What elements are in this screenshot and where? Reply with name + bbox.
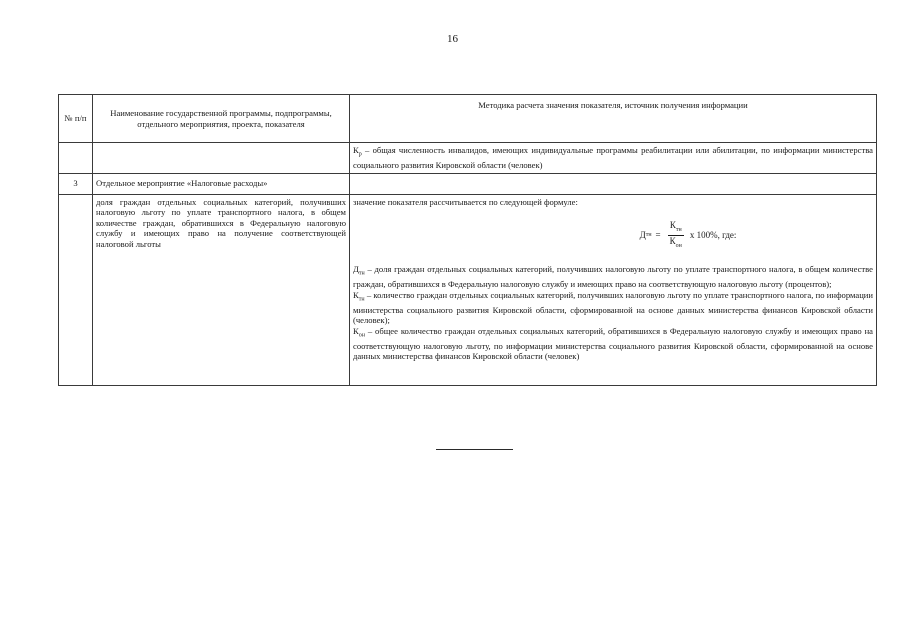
formula-numerator	[668, 220, 684, 236]
row3-method-intro: значение показателя рассчитывается по следующей формуле:	[353, 196, 578, 207]
row1-method-text: – общая численность инвалидов, имеющих индивидуальные программы реабилитации или абилитации, по информации министерства социального развития Кировской области (человек)	[353, 145, 873, 171]
numerator-sub: тн	[675, 227, 682, 234]
row1-method-symbol-sub: р	[358, 151, 362, 158]
formula-lhs-sub: тн	[645, 232, 652, 239]
definition-2	[353, 290, 873, 326]
formula	[503, 220, 873, 251]
row1-number	[59, 143, 93, 174]
denominator-sub: он	[675, 242, 682, 249]
row2-method	[350, 173, 877, 194]
row1-method-symbol: К	[353, 145, 359, 155]
formula-denominator	[668, 236, 684, 251]
row2-number: 3	[59, 173, 93, 194]
definition-sub: тн	[358, 270, 365, 277]
row1-name	[93, 143, 350, 174]
definition-symbol: К	[353, 325, 359, 336]
table-header-row	[59, 95, 877, 143]
definition-text: – количество граждан отдельных социальных категорий, получивших налоговую льготу по уплате транспортного налога, по информации министерства социального развития Кировской области, сформированной на основе данных министерства финансов Кировской области (человек);	[353, 289, 873, 326]
row3-method	[350, 194, 877, 385]
formula-lhs: Д	[639, 230, 646, 241]
definition-sub: тн	[358, 296, 365, 303]
header-program-name: Наименование государственной программы, подпрограммы, отдельного мероприятия, проекта, показателя	[93, 95, 350, 143]
definition-text: – общее количество граждан отдельных социальных категорий, обратившихся в Федеральную налоговую службу и имеющих право на соответствующую налоговую льготу, по информации министерства социального развития Кировской области, сформированной на основе данных министерства финансов Кировской области (человек)	[353, 325, 873, 362]
definition-symbol: Д	[353, 263, 359, 274]
table-row	[59, 194, 877, 385]
definition-symbol: К	[353, 289, 359, 300]
indicator-table	[58, 94, 877, 386]
definition-1	[353, 264, 873, 290]
header-number: № п/п	[59, 95, 93, 143]
definition-3	[353, 326, 873, 362]
table-row	[59, 143, 877, 174]
numerator-symbol: К	[669, 220, 676, 231]
row3-name: доля граждан отдельных социальных категорий, получивших налоговую льготу по уплате транспортного налога, в общем количестве граждан, обратившихся в Федеральную налоговую службу и имеющих право на получение соответствующей налоговой льготы	[93, 194, 350, 385]
table-row	[59, 173, 877, 194]
row1-method	[350, 143, 877, 174]
page-number: 16	[447, 33, 458, 45]
end-rule	[436, 449, 513, 450]
row3-number	[59, 194, 93, 385]
header-methodology: Методика расчета значения показателя, источник получения информации	[350, 95, 877, 143]
formula-fraction	[668, 220, 684, 251]
definition-text: – доля граждан отдельных социальных категорий, получивших налоговую льготу по уплате транспортного налога, в общем количестве граждан, обратившихся в Федеральную налоговую службу и имеющих право на соответствующую налоговую льготу (процентов);	[353, 263, 873, 290]
row2-name: Отдельное мероприятие «Налоговые расходы»	[93, 173, 350, 194]
formula-equals: =	[655, 230, 661, 241]
denominator-symbol: К	[669, 236, 676, 247]
definition-sub: он	[358, 332, 365, 339]
formula-tail: x 100%, где:	[689, 230, 737, 241]
